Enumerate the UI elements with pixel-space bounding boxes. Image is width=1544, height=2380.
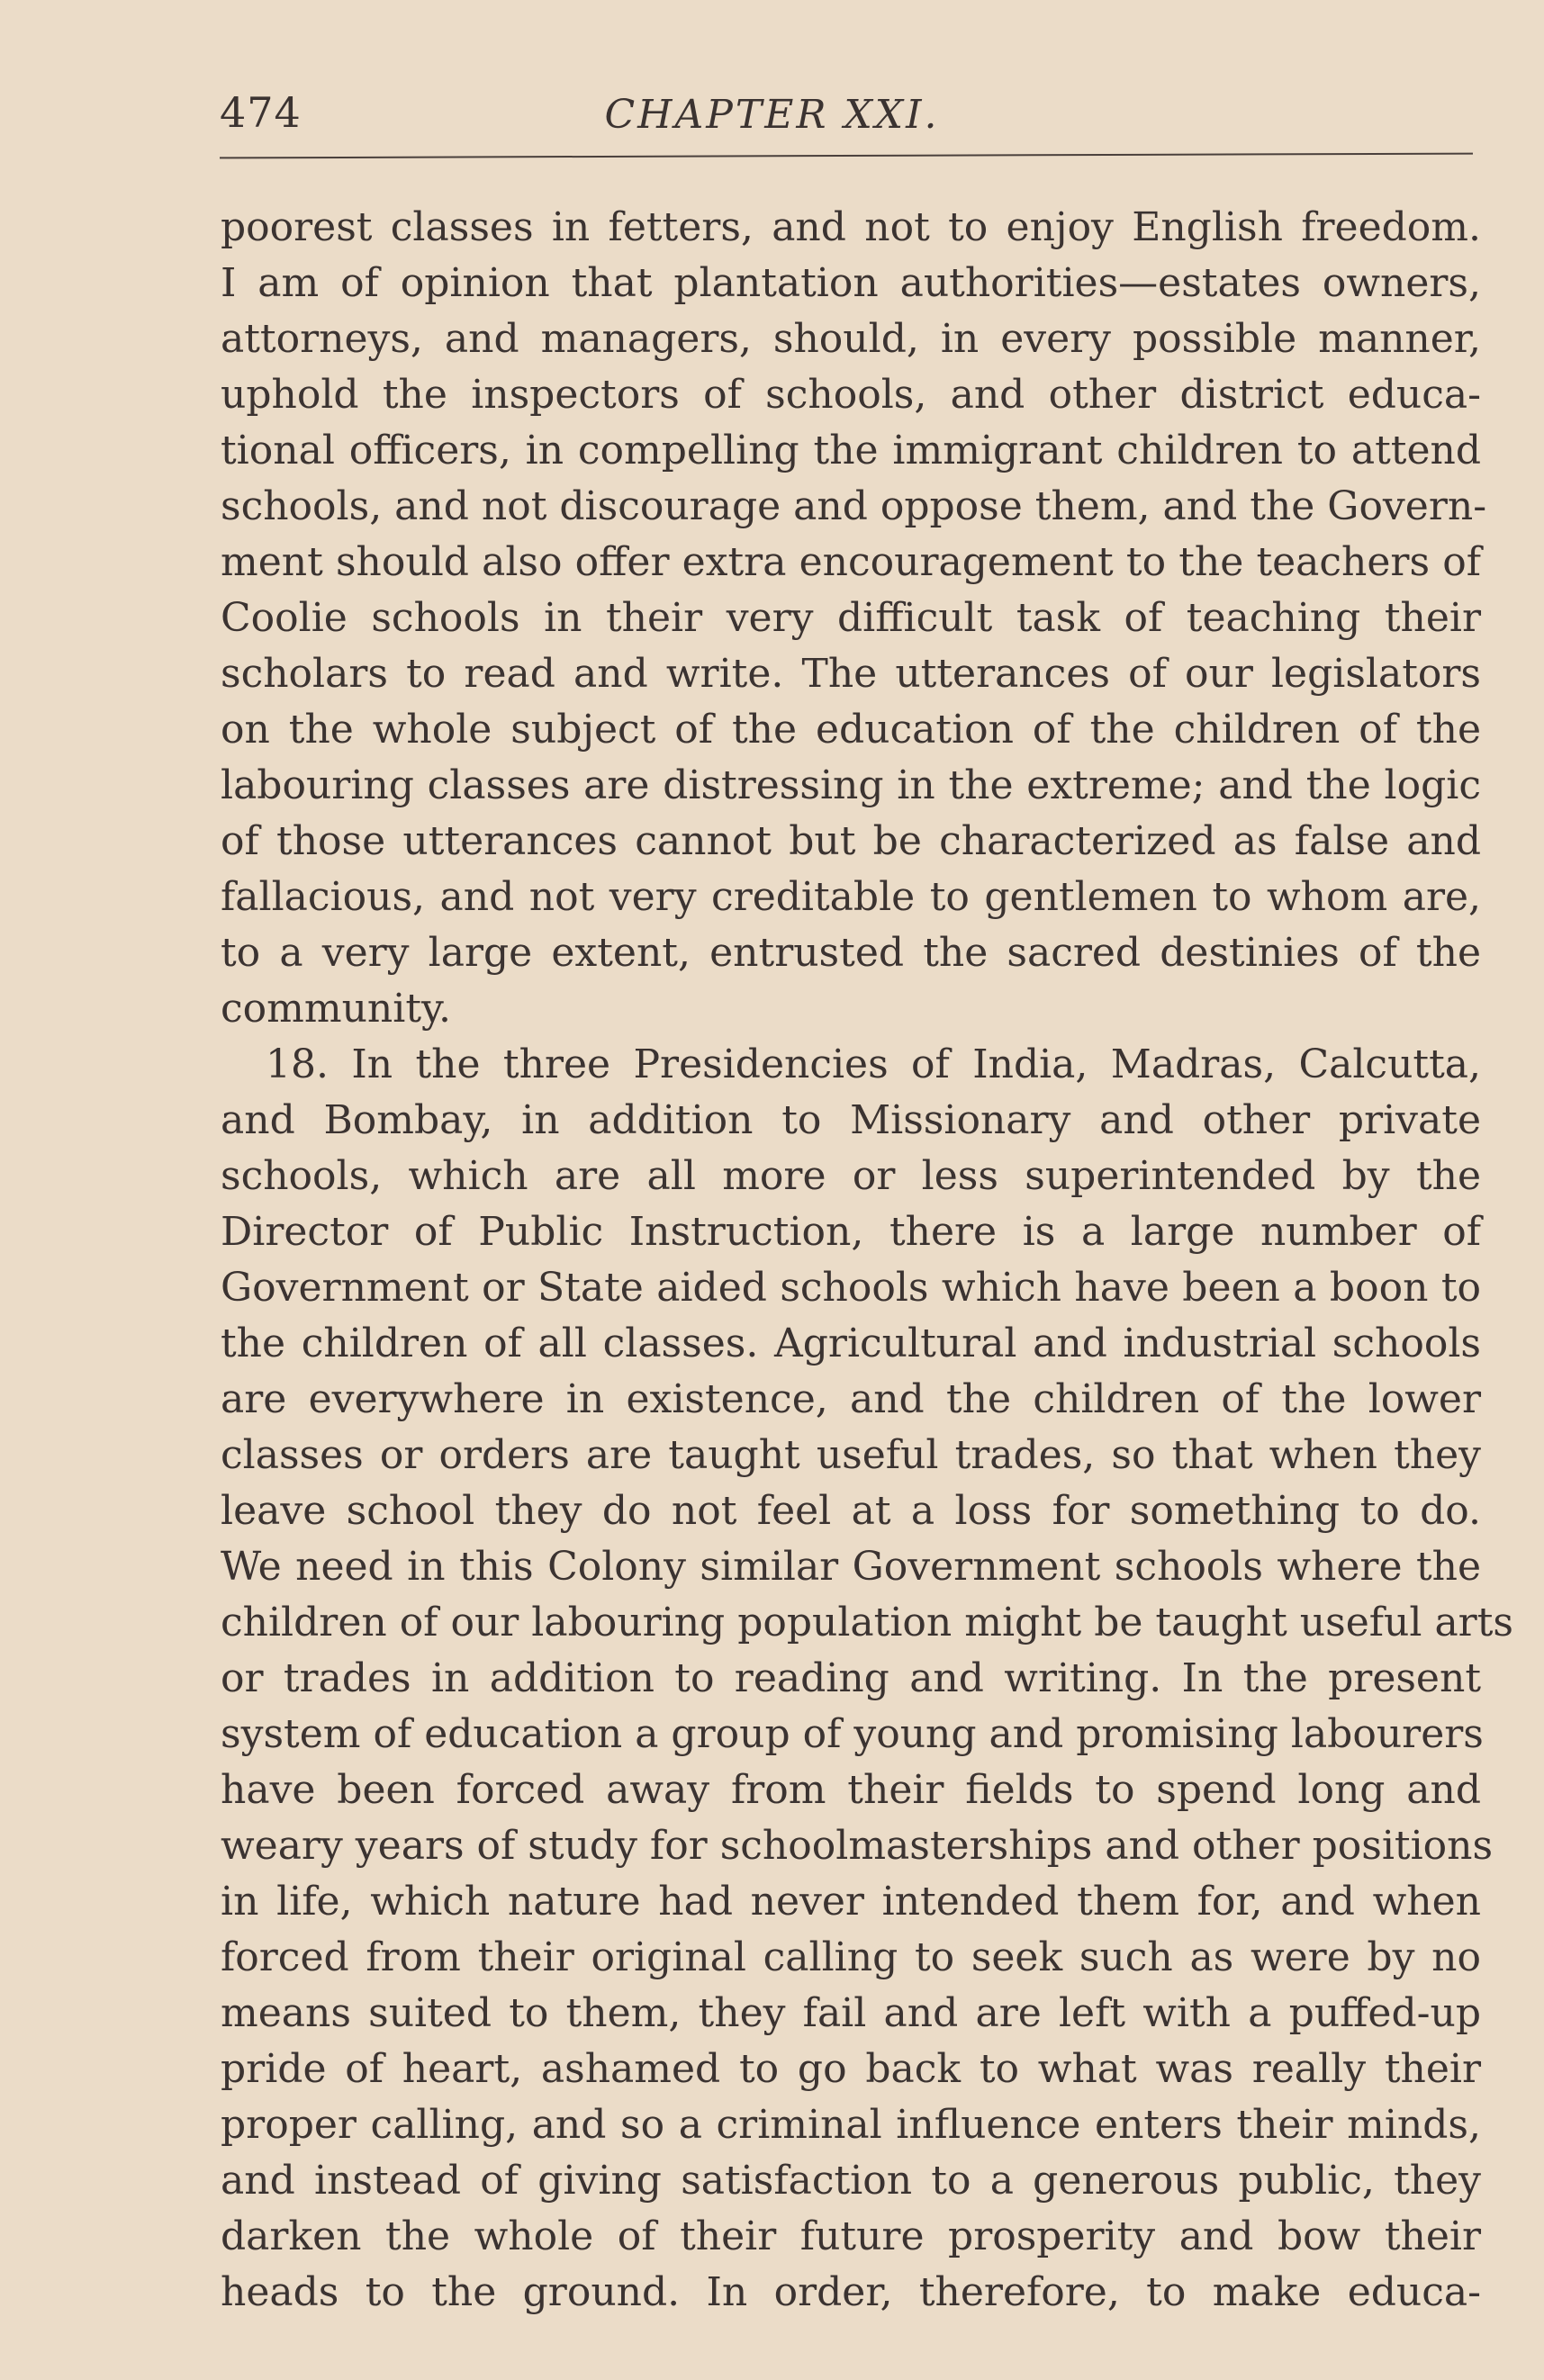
text-line: scholars to read and write. The utterances of our legislators bbox=[221, 651, 1481, 697]
text-line: have been forced away from their fields to spend long and bbox=[221, 1767, 1481, 1813]
text-line: uphold the inspectors of schools, and other district educa- bbox=[221, 372, 1481, 418]
text-line: I am of opinion that plantation authorities—estates owners, bbox=[221, 260, 1481, 306]
text-line: system of education a group of young and promising labourers bbox=[221, 1711, 1484, 1757]
text-line: children of our labouring population might be taught useful arts bbox=[221, 1600, 1513, 1645]
text-line: and instead of giving satisfaction to a generous public, they bbox=[221, 2158, 1481, 2204]
text-line: We need in this Colony similar Government schools where the bbox=[221, 1544, 1481, 1590]
text-line: forced from their original calling to seek such as were by no bbox=[221, 1934, 1481, 1980]
text-line: means suited to them, they fail and are left with a puffed-up bbox=[221, 1990, 1481, 2036]
text-line: classes or orders are taught useful trades, so that when they bbox=[221, 1432, 1481, 1478]
text-line: tional officers, in compelling the immigrant children to attend bbox=[221, 428, 1481, 473]
text-line: proper calling, and so a criminal influence enters their minds, bbox=[221, 2102, 1481, 2148]
text-line: labouring classes are distressing in the extreme; and the logic bbox=[221, 762, 1481, 808]
running-head: CHAPTER XXI. bbox=[604, 92, 940, 138]
text-line: and Bombay, in addition to Missionary and other private bbox=[221, 1097, 1481, 1143]
text-line: attorneys, and managers, should, in every possible manner, bbox=[221, 316, 1481, 362]
text-line: the children of all classes. Agricultural and industrial schools bbox=[221, 1321, 1481, 1366]
body-text bbox=[221, 200, 1513, 2321]
text-line: schools, and not discourage and oppose them, and the Govern- bbox=[221, 483, 1487, 529]
text-line: in life, which nature had never intended them for, and when bbox=[221, 1879, 1481, 1925]
text-line: on the whole subject of the education of the children of the bbox=[221, 707, 1481, 753]
header-rule bbox=[220, 153, 1473, 159]
text-line: are everywhere in existence, and the children of the lower bbox=[221, 1376, 1481, 1422]
text-line: community. bbox=[221, 986, 452, 1032]
text-line: poorest classes in fetters, and not to enjoy English freedom. bbox=[221, 204, 1481, 250]
text-line: pride of heart, ashamed to go back to what was really their bbox=[221, 2046, 1481, 2092]
text-line: Coolie schools in their very difficult task of teaching their bbox=[221, 595, 1481, 641]
text-line: Director of Public Instruction, there is a large number of bbox=[221, 1209, 1481, 1255]
text-line: Government or State aided schools which have been a boon to bbox=[221, 1265, 1481, 1311]
text-line: weary years of study for schoolmasterships and other positions bbox=[221, 1823, 1494, 1869]
text-line: of those utterances cannot but be characterized as false and bbox=[221, 818, 1481, 864]
text-line: leave school they do not feel at a loss for something to do. bbox=[221, 1488, 1481, 1534]
text-line: 18. In the three Presidencies of India, Madras, Calcutta, bbox=[266, 1041, 1481, 1087]
text-line: ment should also offer extra encouragement to the teachers of bbox=[221, 539, 1481, 585]
text-line: schools, which are all more or less superintended by the bbox=[221, 1153, 1481, 1199]
text-line: fallacious, and not very creditable to gentlemen to whom are, bbox=[221, 874, 1481, 920]
text-line: or trades in addition to reading and writing. In the present bbox=[221, 1655, 1481, 1701]
page-number: 474 bbox=[220, 88, 302, 137]
text-line: to a very large extent, entrusted the sacred destinies of the bbox=[221, 930, 1481, 976]
text-line: darken the whole of their future prosperity and bow their bbox=[221, 2213, 1481, 2259]
text-line: heads to the ground. In order, therefore, to make educa- bbox=[221, 2269, 1481, 2315]
